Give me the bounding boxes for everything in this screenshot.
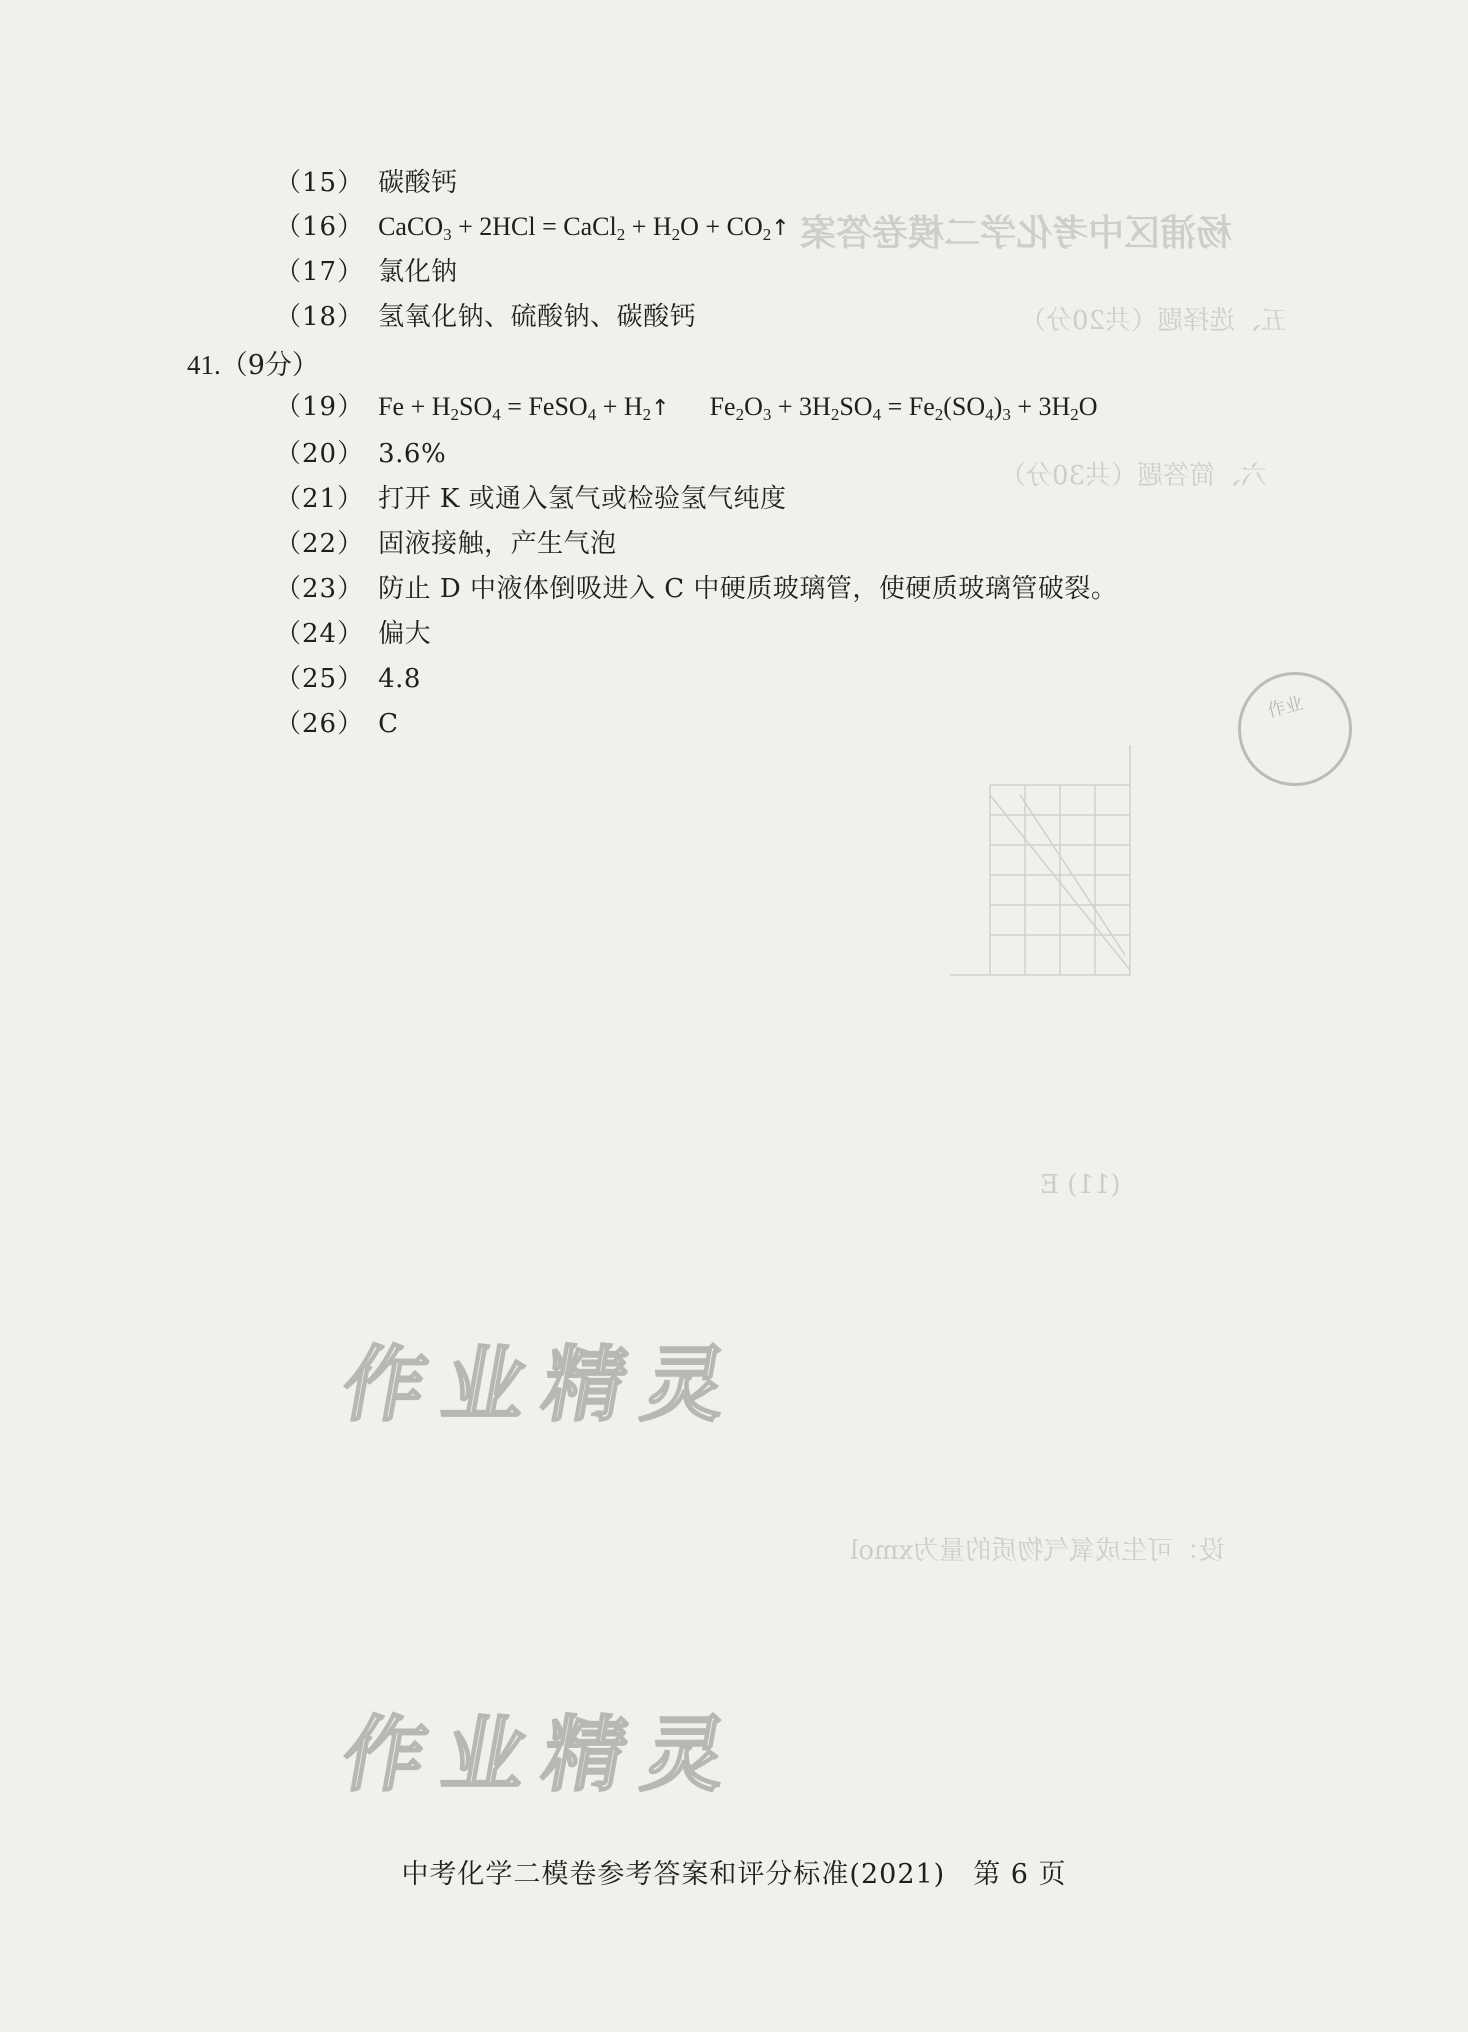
eq-part: ) — [993, 392, 1003, 421]
eq-part: SO — [459, 392, 493, 421]
answer-number: （20） — [275, 439, 365, 469]
eq-subscript: 4 — [492, 405, 501, 424]
answer-text: 固液接触，产生气泡 — [378, 529, 617, 559]
answer-line — [275, 482, 787, 516]
watermark: 作业精灵 — [335, 1708, 753, 1803]
answer-number: （16） — [275, 212, 365, 242]
answer-number: （19） — [275, 392, 365, 422]
answer-number: （18） — [275, 302, 365, 332]
answer-text: 打开 K 或通入氢气或检验氢气纯度 — [378, 484, 787, 514]
bleed-through-chart — [950, 735, 1150, 1025]
eq-subscript: 2 — [642, 405, 652, 424]
page-footer: 中考化学二模卷参考答案和评分标准(2021) 第 6 页 — [401, 1859, 1067, 1890]
eq-part: = FeSO — [500, 392, 588, 421]
answer-line — [275, 437, 446, 471]
answer-number: （21） — [275, 484, 365, 514]
watermark: 作业精灵 — [335, 1338, 753, 1433]
answer-number: （15） — [275, 168, 365, 198]
answer-line — [275, 210, 790, 246]
answer-text: 3.6% — [378, 439, 447, 469]
eq-subscript: 4 — [587, 405, 597, 424]
question-number: 41. — [187, 350, 221, 380]
bleed-through-title: 杨浦区中考化学二模卷答案 — [800, 212, 1233, 254]
answer-text: 氢氧化钠、硫酸钠、碳酸钙 — [378, 302, 697, 332]
answer-line — [275, 527, 617, 561]
bleed-through-line: 六、简答题（共30分） — [1000, 461, 1268, 491]
answer-text: 偏大 — [378, 619, 432, 649]
eq-part: O — [744, 392, 763, 421]
gas-arrow-icon: ↑ — [771, 216, 790, 241]
eq-subscript: 3 — [443, 225, 452, 244]
eq-part: = Fe — [881, 392, 935, 421]
chemical-equation — [710, 390, 1098, 426]
bleed-through-line: (11) E — [1040, 1170, 1121, 1200]
answer-text: 碳酸钙 — [378, 168, 458, 198]
eq-subscript: 2 — [616, 225, 626, 244]
stamp-seal — [1238, 672, 1352, 786]
answer-line — [275, 707, 399, 741]
gas-arrow-icon: ↑ — [651, 396, 670, 421]
answer-line — [275, 300, 696, 334]
answer-number: （22） — [275, 529, 365, 559]
eq-subscript: 4 — [985, 405, 994, 424]
chemical-equation — [378, 210, 790, 246]
eq-part: O + CO — [680, 212, 763, 241]
eq-subscript: 4 — [872, 405, 882, 424]
eq-part: Fe + H — [378, 392, 451, 421]
eq-subscript: 2 — [1070, 405, 1079, 424]
answer-line — [275, 662, 421, 696]
answer-line — [275, 255, 458, 289]
bleed-through-line: 五、选择题（共20分） — [1020, 306, 1288, 336]
question-header — [187, 348, 319, 383]
answer-number: （23） — [275, 574, 365, 604]
eq-part: + 3H — [1010, 392, 1071, 421]
answer-line — [275, 390, 1098, 426]
answer-number: （26） — [275, 709, 365, 739]
eq-part: CaCO — [378, 212, 444, 241]
eq-subscript: 2 — [762, 225, 772, 244]
eq-part: + H — [596, 392, 643, 421]
answer-text: 防止 D 中液体倒吸进入 C 中硬质玻璃管，使硬质玻璃管破裂。 — [378, 574, 1118, 604]
chemical-equation — [378, 390, 670, 426]
eq-part: SO — [839, 392, 873, 421]
answer-text: C — [378, 709, 399, 739]
eq-part: + 3H — [771, 392, 831, 421]
stamp-text: 作业 — [1265, 692, 1306, 722]
question-points: （9分） — [220, 350, 319, 381]
eq-subscript: 2 — [830, 405, 840, 424]
eq-part: (SO — [943, 392, 986, 421]
answer-text: 氯化钠 — [378, 257, 458, 287]
eq-subscript: 3 — [762, 405, 772, 424]
eq-part: + H — [625, 212, 672, 241]
eq-part: + 2HCl = CaCl — [451, 212, 617, 241]
eq-subscript: 2 — [934, 405, 944, 424]
answer-line — [275, 572, 1117, 606]
answer-number: （17） — [275, 257, 365, 287]
answer-number: （25） — [275, 664, 365, 694]
eq-subscript: 3 — [1002, 405, 1011, 424]
eq-subscript: 2 — [450, 405, 460, 424]
answer-number: （24） — [275, 619, 365, 649]
answer-line — [275, 166, 458, 200]
answer-text: 4.8 — [378, 664, 421, 694]
answer-line — [275, 617, 431, 651]
eq-part: O — [1078, 392, 1098, 421]
eq-part: Fe — [709, 392, 736, 421]
bleed-through-line: 设：可生成氧气物质的量为xmol — [850, 1536, 1226, 1566]
eq-subscript: 2 — [671, 225, 681, 244]
eq-subscript: 2 — [735, 405, 745, 424]
